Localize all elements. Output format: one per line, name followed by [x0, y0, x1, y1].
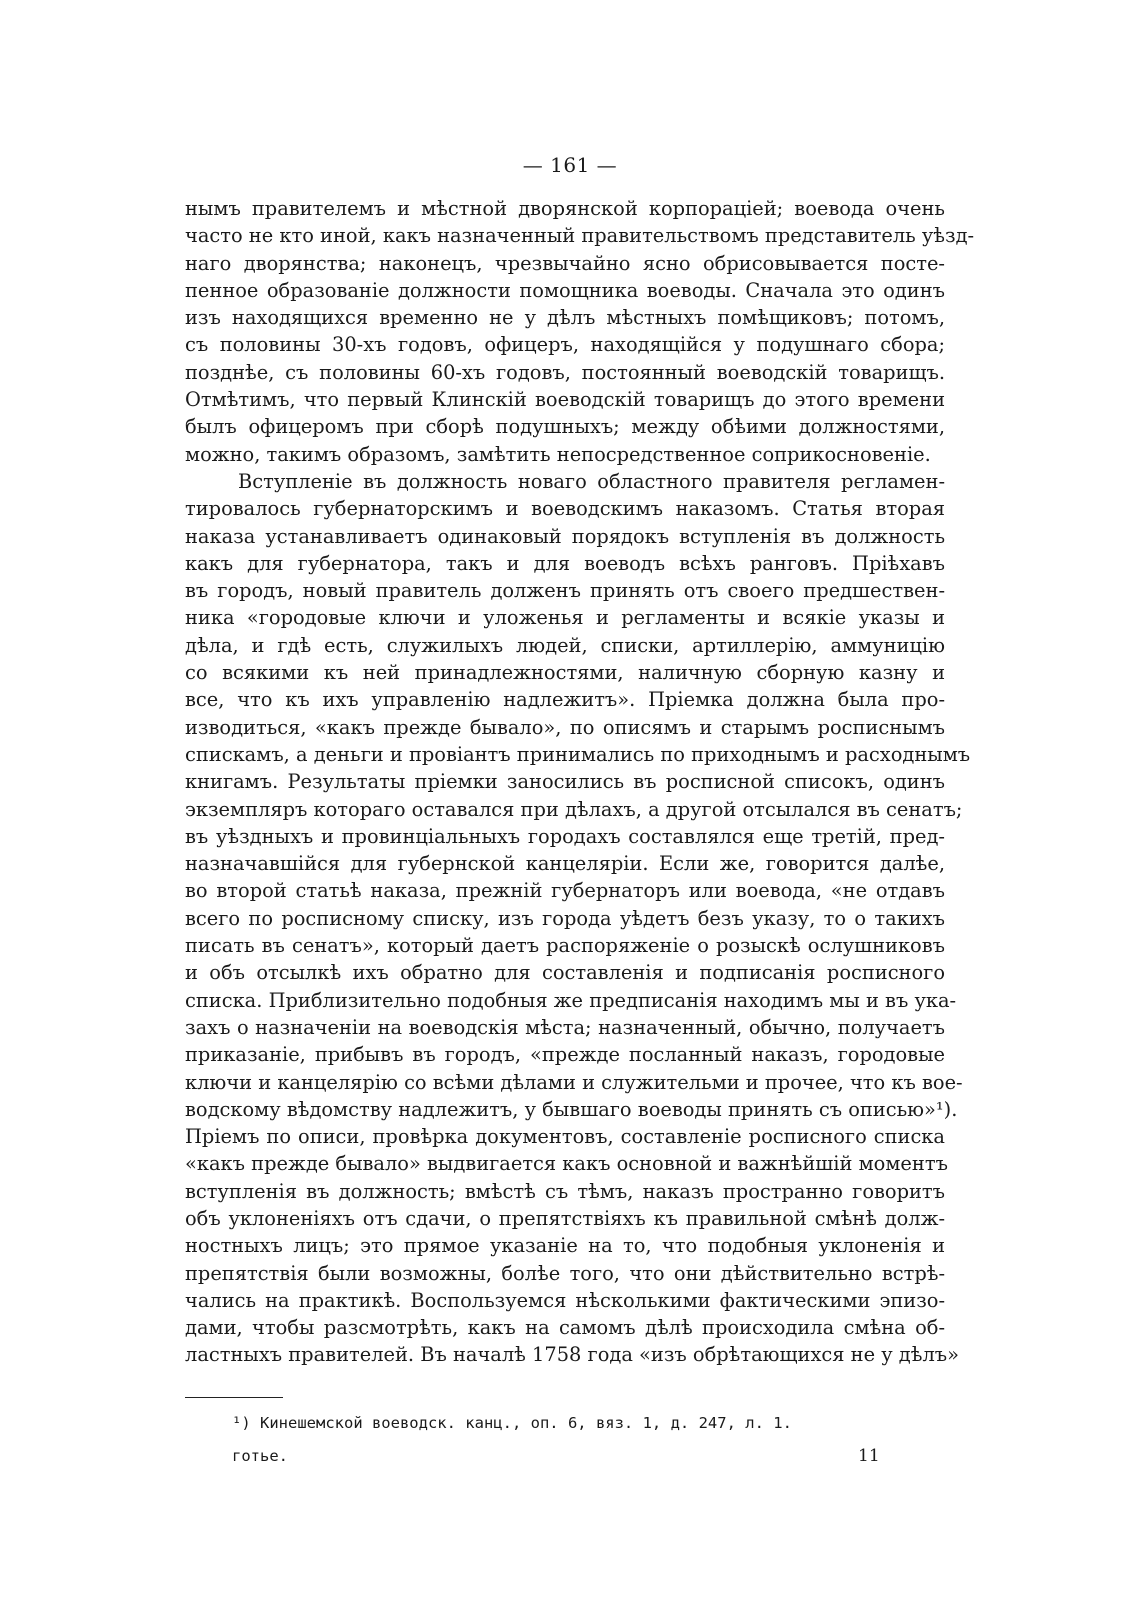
text-line: ностныхъ лицъ; это прямое указаніе на то, что подобныя уклоненія и	[185, 1234, 945, 1258]
text-line: препятствія были возможны, болѣе того, что они дѣйствительно встрѣ-	[185, 1261, 945, 1285]
text-line: можно, такимъ образомъ, замѣтить непосредственное соприкосновеніе.	[185, 442, 931, 466]
text-line: съ половины 30-хъ годовъ, офицеръ, находящійся у подушнаго сбора;	[185, 333, 945, 357]
text-line: былъ офицеромъ при сборѣ подушныхъ; между обѣими должностями,	[185, 415, 945, 439]
text-line: какъ для губернатора, такъ и для воеводъ всѣхъ ранговъ. Пріѣхавъ	[185, 551, 945, 575]
text-line: изъ находящихся временно не у дѣлъ мѣстныхъ помѣщиковъ; потомъ,	[185, 306, 945, 330]
text-line: водскому вѣдомству надлежитъ, у бывшаго воеводы принять съ описью»¹).	[185, 1097, 958, 1121]
text-line: дами, чтобы разсмотрѣть, какъ на самомъ дѣлѣ происходила смѣна об-	[185, 1316, 945, 1340]
text-line: чались на практикѣ. Воспользуемся нѣсколькими фактическими эпизо-	[185, 1288, 945, 1312]
text-line: объ уклоненіяхъ отъ сдачи, о препятствіяхъ къ правильной смѣнѣ долж-	[185, 1206, 945, 1230]
footnote-divider	[185, 1397, 283, 1398]
text-line: ластныхъ правителей. Въ началѣ 1758 года «изъ обрѣтающихся не у дѣлъ»	[185, 1343, 959, 1367]
text-line: дѣла, и гдѣ есть, служилыхъ людей, списки, артиллерію, аммуницію	[185, 633, 945, 657]
text-line: пенное образованіе должности помощника воеводы. Сначала это одинъ	[185, 278, 945, 302]
text-line: наго дворянства; наконецъ, чрезвычайно ясно обрисовывается посте-	[185, 251, 945, 275]
text-line: наказа устанавливаетъ одинаковый порядокъ вступленія въ должность	[185, 524, 945, 548]
text-line: всего по росписному списку, изъ города уѣдетъ безъ указу, то о такихъ	[185, 906, 945, 930]
text-line: въ уѣздныхъ и провинціальныхъ городахъ составлялся еще третій, пред-	[185, 824, 945, 848]
body-text	[185, 195, 975, 1369]
text-line: во второй статьѣ наказа, прежній губернаторъ или воевода, «не отдавъ	[185, 879, 945, 903]
text-line: ника «городовые ключи и уложенья и регламенты и всякіе указы и	[185, 606, 945, 630]
paragraph-start-line: Вступленіе въ должность новаго областного правителя регламен-	[238, 469, 945, 493]
footnote: ¹) Кинешемской воеводск. канц., оп. 6, вяз. 1, д. 247, л. 1.	[232, 1414, 792, 1432]
text-line: захъ о назначеніи на воеводскія мѣста; назначенный, обычно, получаетъ	[185, 1015, 945, 1039]
sheet-number: 11	[858, 1446, 880, 1466]
text-line: Пріемъ по описи, провѣрка документовъ, составленіе росписного списка	[185, 1125, 945, 1149]
text-line: ключи и канцелярію со всѣми дѣлами и служительми и прочее, что къ вое-	[185, 1070, 963, 1094]
text-line: «какъ прежде бывало» выдвигается какъ основной и важнѣйшій моментъ	[185, 1152, 948, 1176]
text-line: Отмѣтимъ, что первый Клинскій воеводскій товарищъ до этого времени	[185, 388, 945, 412]
text-line: назначавшійся для губернской канцеляріи. Если же, говорится далѣе,	[185, 852, 945, 876]
text-line: книгамъ. Результаты пріемки заносились въ росписной списокъ, одинъ	[185, 770, 945, 794]
text-line: все, что къ ихъ управленію надлежитъ». Пріемка должна была про-	[185, 688, 945, 712]
text-line: тировалось губернаторскимъ и воеводскимъ наказомъ. Статья вторая	[185, 497, 945, 521]
text-line: изводиться, «какъ прежде бывало», по описямъ и старымъ росписнымъ	[185, 715, 945, 739]
text-line: списка. Приблизительно подобныя же предписанія находимъ мы и въ ука-	[185, 988, 957, 1012]
text-line: и объ отсылкѣ ихъ обратно для составленія и подписанія росписного	[185, 961, 945, 985]
text-line: часто не кто иной, какъ назначенный правительствомъ представитель уѣзд-	[185, 224, 975, 248]
text-line: въ городъ, новый правитель долженъ принять отъ своего предшествен-	[185, 579, 945, 603]
signature-mark: готье.	[232, 1447, 288, 1465]
text-line: спискамъ, а деньги и провіантъ принимались по приходнымъ и расходнымъ	[185, 742, 971, 766]
text-line: писать въ сенатъ», который даетъ распоряженіе о розыскѣ ослушниковъ	[185, 934, 945, 958]
text-line: экземпляръ котораго оставался при дѣлахъ, а другой отсылался въ сенатъ;	[185, 797, 963, 821]
text-line: позднѣе, съ половины 60-хъ годовъ, постоянный воеводскій товарищъ.	[185, 360, 945, 384]
text-line: нымъ правителемъ и мѣстной дворянской корпораціей; воевода очень	[185, 197, 945, 220]
text-line: вступленія въ должность; вмѣстѣ съ тѣмъ, наказъ пространно говоритъ	[185, 1179, 945, 1203]
page-number: — 161 —	[522, 153, 618, 177]
text-line: со всякими къ ней принадлежностями, наличную сборную казну и	[185, 661, 945, 685]
text-line: приказаніе, прибывъ въ городъ, «прежде посланный наказъ, городовые	[185, 1043, 945, 1067]
